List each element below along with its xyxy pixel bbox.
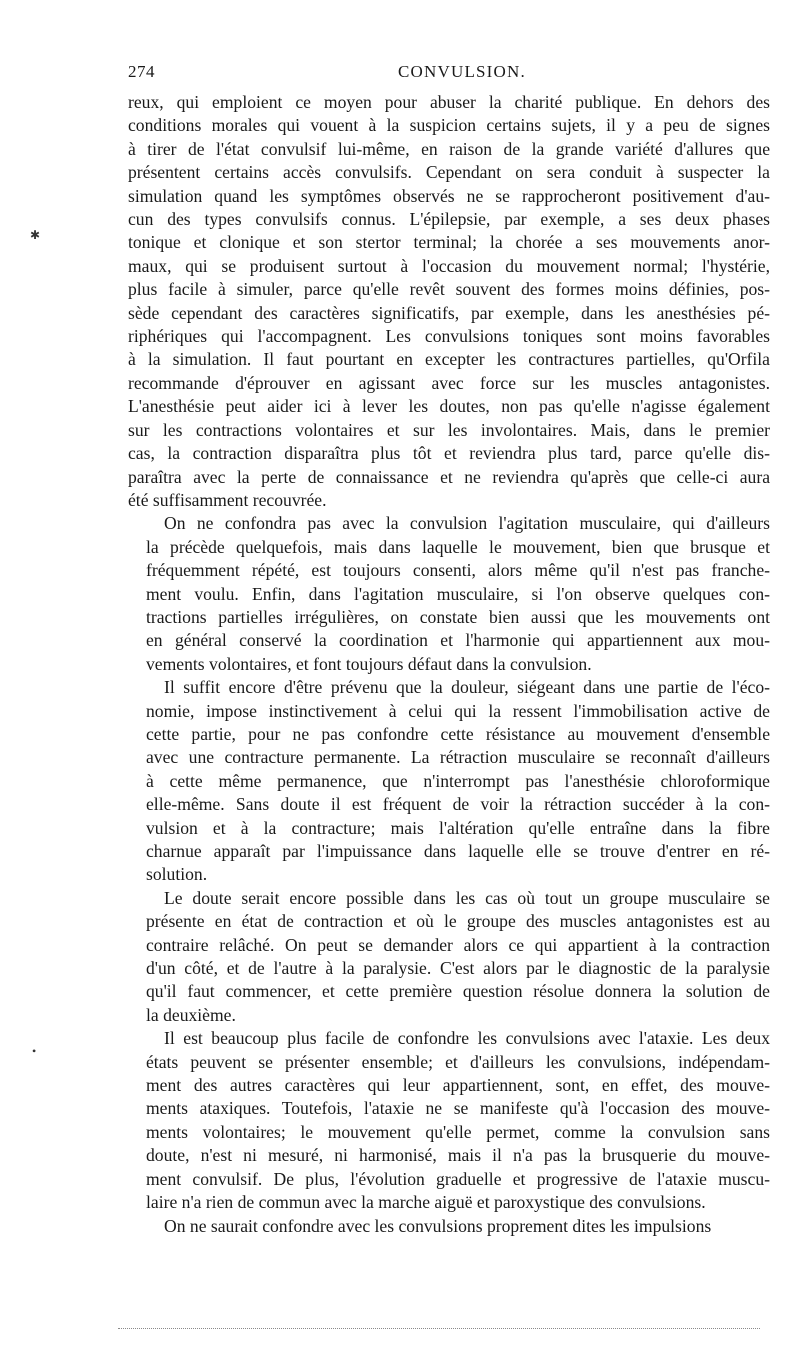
text-line: paraîtra avec la perte de connaissance et ne reviendra qu'après que celle-ci aura	[128, 466, 770, 487]
text-line: laire n'a rien de commun avec la marche aiguë et paroxystique des convulsions.	[146, 1192, 706, 1213]
text-line: tonique et clonique et son stertor terminal; la chorée a ses mouvements anor-	[128, 232, 770, 253]
text-line: présente en état de contraction et où le groupe des muscles antagonistes est au	[146, 911, 770, 932]
text-line: la précède quelquefois, mais dans laquelle le mouvement, bien que brusque et	[146, 536, 770, 557]
text-line: fréquemment répété, est toujours consenti, alors même qu'il n'est pas franche-	[146, 560, 770, 581]
text-line: tractions partielles irrégulières, on constate bien aussi que les mouvements ont	[146, 606, 770, 627]
text-line: plus facile à simuler, parce qu'elle revêt souvent des formes moins définies, pos-	[128, 279, 770, 300]
text-line: présentent certains accès convulsifs. Cependant on sera conduit à suspecter la	[128, 162, 770, 183]
text-line: doute, n'est ni mesuré, ni harmonisé, mais il n'a pas la brusquerie du mouve-	[146, 1145, 770, 1166]
paragraph	[128, 887, 770, 1027]
page-number: 274	[128, 62, 155, 81]
text-line: été suffisamment recouvrée.	[128, 489, 327, 510]
text-line: riphériques qui l'accompagnent. Les convulsions toniques sont moins favorables	[128, 326, 770, 347]
text-line: ment voulu. Enfin, dans l'agitation musculaire, si l'on observe quelques con-	[146, 583, 770, 604]
text-line: elle-même. Sans doute il est fréquent de voir la rétraction succéder à la con-	[146, 794, 770, 815]
page-header	[128, 62, 770, 86]
text-line: nomie, impose instinctivement à celui qui la ressent l'immobilisation active de	[146, 700, 770, 721]
text-line: sède cependant des caractères significatifs, par exemple, dans les anesthésies pé-	[128, 302, 770, 323]
text-line: ment des autres caractères qui leur appartiennent, sont, en effet, des mouve-	[146, 1075, 770, 1096]
text-line: cas, la contraction disparaîtra plus tôt et reviendra plus tard, parce qu'elle dis-	[128, 443, 770, 464]
text-line: sur les contractions volontaires et sur les involontaires. Mais, dans le premier	[128, 419, 770, 440]
text-line: reux, qui emploient ce moyen pour abuser la charité publique. En dehors des	[128, 92, 770, 112]
text-line: ment convulsif. De plus, l'évolution graduelle et progressive de l'ataxie muscu-	[146, 1168, 770, 1189]
margin-mark: ✱	[30, 228, 41, 242]
text-line: vulsion et à la contracture; mais l'altération qu'elle entraîne dans la fibre	[146, 817, 770, 838]
text-line: ments ataxiques. Toutefois, l'ataxie ne se manifeste qu'à l'occasion des mouve-	[146, 1098, 770, 1119]
paragraph	[128, 512, 770, 676]
paragraph	[128, 1215, 770, 1238]
text-line: Le doute serait encore possible dans les cas où tout un groupe musculaire se	[164, 887, 770, 908]
text-line: L'anesthésie peut aider ici à lever les doutes, non pas qu'elle n'agisse également	[128, 396, 770, 417]
text-line: à tirer de l'état convulsif lui-même, en raison de la grande variété d'allures que	[128, 138, 770, 159]
body-text	[128, 91, 770, 1238]
text-line: à cette même permanence, que n'interrompt pas l'anesthésie chloroformique	[146, 770, 770, 791]
paragraph	[128, 91, 770, 512]
text-line: d'un côté, et de l'autre à la paralysie. C'est alors par le diagnostic de la paralysie	[146, 958, 770, 979]
text-line: conditions morales qui vouent à la suspicion certains sujets, il y a peu de signes	[128, 115, 770, 136]
running-title: CONVULSION.	[398, 62, 526, 81]
text-line: charnue apparaît par l'impuissance dans laquelle elle se trouve d'entrer en ré-	[146, 841, 770, 861]
text-line: Il suffit encore d'être prévenu que la douleur, siégeant dans une partie de l'éco-	[164, 677, 770, 698]
paragraph	[128, 676, 770, 887]
paragraph	[128, 1027, 770, 1214]
text-line: On ne confondra pas avec la convulsion l'agitation musculaire, qui d'ailleurs	[164, 513, 770, 534]
text-line: états peuvent se présenter ensemble; et d'ailleurs les convulsions, indépendam-	[146, 1051, 770, 1072]
text-line: à la simulation. Il faut pourtant en excepter les contractures partielles, qu'Orfila	[128, 349, 770, 370]
text-line: ments volontaires; le mouvement qu'elle permet, comme la convulsion sans	[146, 1121, 770, 1142]
text-line: simulation quand les symptômes observés ne se rapprocheront positivement d'au-	[128, 185, 770, 206]
text-line: On ne saurait confondre avec les convulsions proprement dites les impulsions	[164, 1215, 712, 1236]
text-line: cun des types convulsifs connus. L'épilepsie, par exemple, a ses deux phases	[128, 209, 770, 230]
text-line: en général conservé la coordination et l'harmonie qui appartiennent aux mou-	[146, 630, 770, 651]
text-line: cette partie, pour ne pas confondre cette résistance au mouvement d'ensemble	[146, 723, 770, 744]
text-line: qu'il faut commencer, et cette première question résolue donnera la solution de	[146, 981, 770, 1002]
text-line: recommande d'éprouver en agissant avec force sur les muscles antagonistes.	[128, 372, 770, 393]
text-line: avec une contracture permanente. La rétraction musculaire se reconnaît d'ailleurs	[146, 747, 770, 768]
text-line: Il est beaucoup plus facile de confondre les convulsions avec l'ataxie. Les deux	[164, 1028, 770, 1049]
text-line: contraire relâché. On peut se demander alors ce qui appartient à la contraction	[146, 934, 770, 955]
text-line: vements volontaires, et font toujours défaut dans la convulsion.	[146, 653, 592, 674]
footer-rule	[118, 1328, 760, 1329]
text-line: la deuxième.	[146, 1004, 236, 1025]
margin-mark: •	[32, 1044, 37, 1058]
text-line: solution.	[146, 864, 208, 885]
text-line: maux, qui se produisent surtout à l'occasion du mouvement normal; l'hystérie,	[128, 255, 770, 276]
